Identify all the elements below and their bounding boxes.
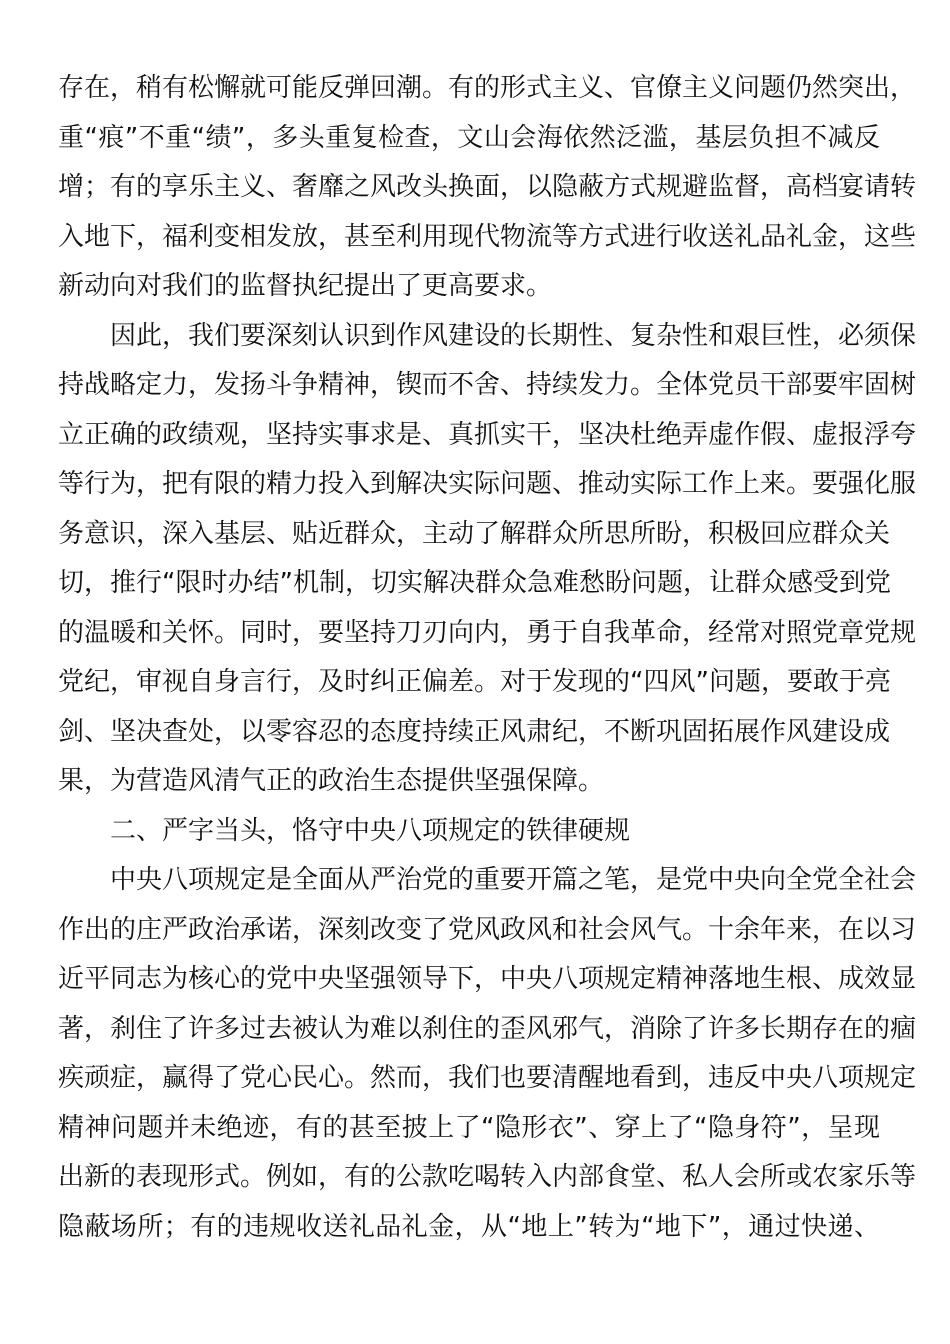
text-line: 疾顽症，赢得了党心民心。然而，我们也要清醒地看到，违反中央八项规定 [58, 1063, 917, 1093]
text-line: 剑、坚决查处，以零容忍的态度持续正风肃纪，不断巩固拓展作风建设成 [58, 716, 891, 747]
paragraph-start-line: 因此，我们要深刻认识到作风建设的长期性、复杂性和艰巨性，必须保 [110, 320, 917, 351]
section-heading: 二、严字当头，恪守中央八项规定的铁律硬规 [110, 815, 631, 846]
text-line: 党纪，审视自身言行，及时纠正偏差。对于发现的“四风”问题，要敢于亮 [58, 667, 891, 697]
text-line: 的温暖和关怀。同时，要坚持刀刃向内，勇于自我革命，经常对照党章党规 [58, 617, 917, 648]
text-line: 切，推行“限时办结”机制，切实解决群众急难愁盼问题，让群众感受到党 [58, 568, 891, 598]
document-body [58, 64, 917, 1252]
text-line: 隐蔽场所；有的违规收送礼品礼金，从“地上”转为“地下”，通过快递、 [58, 1211, 880, 1242]
text-line: 重“痕”不重“绩”，多头重复检查，文山会海依然泛滥，基层负担不减反 [58, 122, 880, 153]
text-line: 立正确的政绩观，坚持实事求是、真抓实干，坚决杜绝弄虚作假、虚报浮夸 [58, 419, 917, 450]
text-line: 新动向对我们的监督执纪提出了更高要求。 [58, 271, 553, 301]
text-line: 增；有的享乐主义、奢靡之风改头换面，以隐蔽方式规避监督，高档宴请转 [58, 172, 917, 202]
text-line: 著，刹住了许多过去被认为难以刹住的歪风邪气，消除了许多长期存在的痼 [58, 1013, 917, 1044]
text-line: 等行为，把有限的精力投入到解决实际问题、推动实际工作上来。要强化服 [58, 469, 917, 499]
paragraph-start-line: 中央八项规定是全面从严治党的重要开篇之笔，是党中央向全党全社会 [110, 865, 917, 895]
text-line: 存在，稍有松懈就可能反弹回潮。有的形式主义、官僚主义问题仍然突出， [58, 73, 917, 103]
text-line: 作出的庄严政治承诺，深刻改变了党风政风和社会风气。十余年来，在以习 [58, 914, 917, 945]
text-line: 入地下，福利变相发放，甚至利用现代物流等方式进行收送礼品礼金，这些 [58, 221, 917, 252]
text-line: 持战略定力，发扬斗争精神，锲而不舍、持续发力。全体党员干部要牢固树 [58, 370, 917, 400]
text-line: 果，为营造风清气正的政治生态提供坚强保障。 [58, 766, 605, 796]
text-line: 务意识，深入基层、贴近群众，主动了解群众所思所盼，积极回应群众关 [58, 518, 891, 549]
text-line: 出新的表现形式。例如，有的公款吃喝转入内部食堂、私人会所或农家乐等 [58, 1162, 917, 1192]
text-line: 精神问题并未绝迹，有的甚至披上了“隐形衣”、穿上了“隐身符”，呈现 [58, 1112, 880, 1143]
text-line: 近平同志为核心的党中央坚强领导下，中央八项规定精神落地生根、成效显 [58, 964, 917, 994]
